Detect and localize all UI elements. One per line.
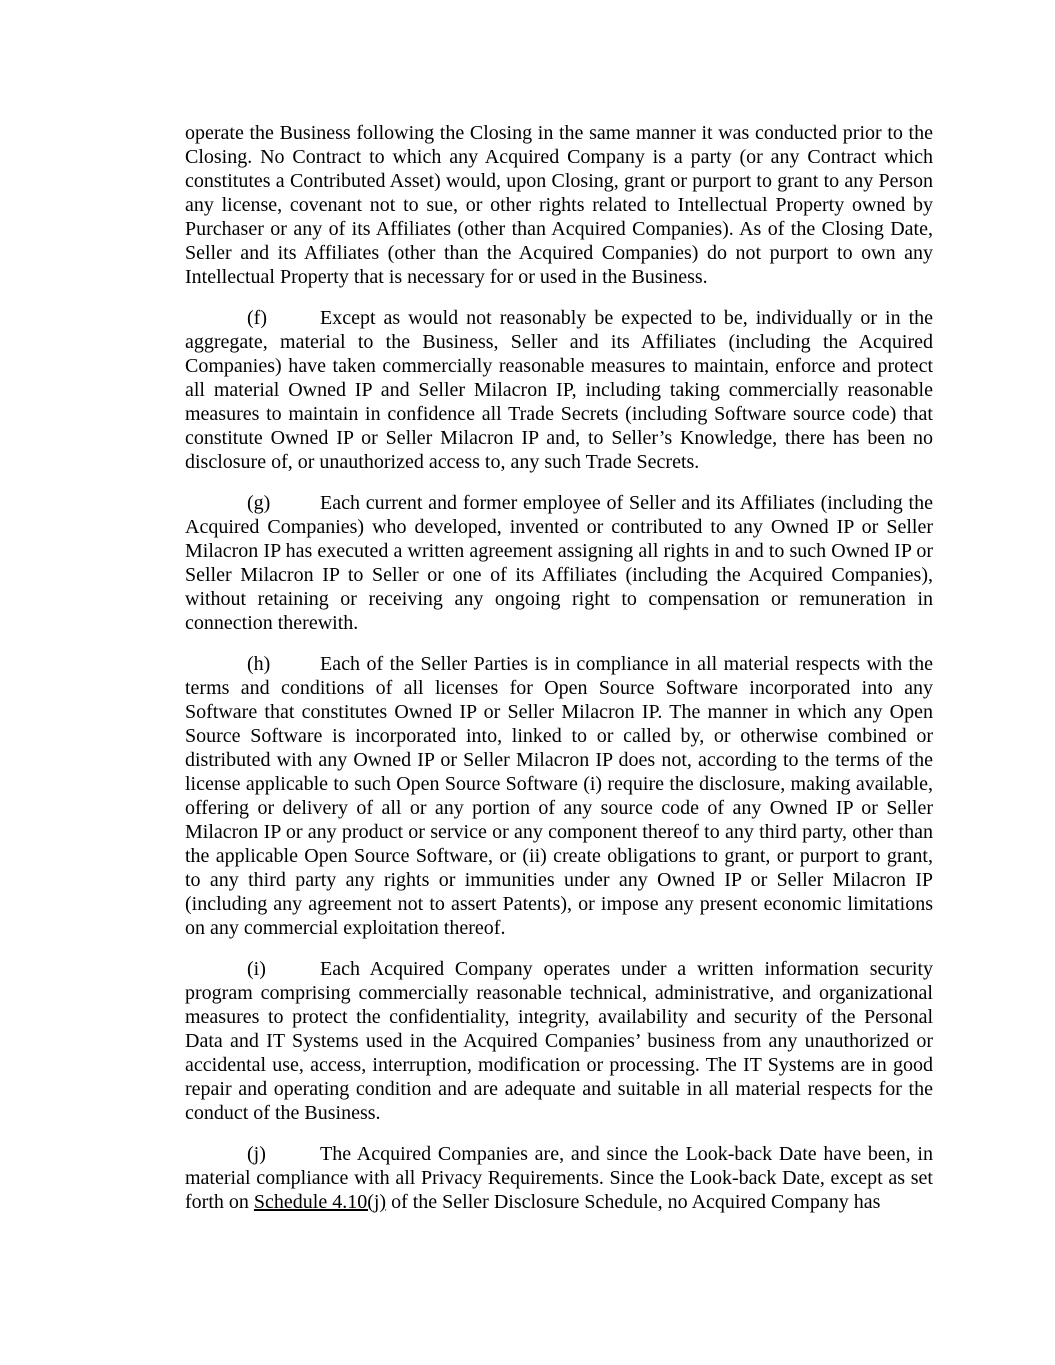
paragraph-j: [185, 1142, 933, 1214]
paragraph-continuation: [185, 121, 933, 289]
paragraph-text: of the Seller Disclosure Schedule, no Acquired Company has: [386, 1191, 881, 1213]
document-body: [185, 121, 933, 1231]
paragraph-label: (h): [247, 653, 271, 675]
schedule-reference: Schedule 4.10(j): [253, 1191, 387, 1213]
paragraph-i: [185, 957, 933, 1125]
paragraph-label: (j): [247, 1143, 266, 1165]
paragraph-h: [185, 652, 933, 940]
paragraph-text: Except as would not reasonably be expected to be, individually or in the aggregate, material to the Business, Seller and its Affiliates (including the Acquired Companies) have taken commercially reasonable measures to maintain, enforce and protect all material Owned IP and Seller Milacron IP, including taking commercially reasonable measures to maintain in confidence all Trade Secrets (including Software source code) that constitute Owned IP or Seller Milacron IP and, to Seller’s Knowledge, there has been no disclosure of, or unauthorized access to, any such Trade Secrets.: [185, 307, 933, 473]
paragraph-text: Each of the Seller Parties is in compliance in all material respects with the terms and conditions of all licenses for Open Source Software incorporated into any Software that constitutes Owned IP or Seller Milacron IP. The manner in which any Open Source Software is incorporated into, linked to or called by, or otherwise combined or distributed with any Owned IP or Seller Milacron IP does not, according to the terms of the license applicable to such Open Source Software (i) require the disclosure, making available, offering or delivery of all or any portion of any source code of any Owned IP or Seller Milacron IP or any product or service or any component thereof to any third party, other than the applicable Open Source Software, or (ii) create obligations to grant, or purport to grant, to any third party any rights or immunities under any Owned IP or Seller Milacron IP (including any agreement not to assert Patents), or impose any present economic limitations on any commercial exploitation thereof.: [185, 653, 933, 939]
paragraph-text: Each Acquired Company operates under a written information security program comprising commercially reasonable technical, administrative, and organizational measures to protect the confidentiality, integrity, availability and security of the Personal Data and IT Systems used in the Acquired Companies’ business from any unauthorized or accidental use, access, interruption, modification or processing. The IT Systems are in good repair and operating condition and are adequate and suitable in all material respects for the conduct of the Business.: [185, 958, 933, 1124]
paragraph-g: [185, 491, 933, 635]
paragraph-label: (f): [247, 307, 267, 329]
paragraph-text: The Acquired Companies are, and since the Look-back Date have been, in material compliance with all Privacy Requirements. Since the Look-back Date, except as set forth on: [185, 1143, 933, 1213]
paragraph-text: Each current and former employee of Seller and its Affiliates (including the Acquired Companies) who developed, invented or contributed to any Owned IP or Seller Milacron IP has executed a written agreement assigning all rights in and to such Owned IP or Seller Milacron IP to Seller or one of its Affiliates (including the Acquired Companies), without retaining or receiving any ongoing right to compensation or remuneration in connection therewith.: [185, 492, 933, 634]
paragraph-f: [185, 306, 933, 474]
paragraph-label: (i): [247, 958, 266, 980]
paragraph-label: (g): [247, 492, 271, 514]
paragraph-text: operate the Business following the Closing in the same manner it was conducted prior to the Closing. No Contract to which any Acquired Company is a party (or any Contract which constitutes a Contributed Asset) would, upon Closing, grant or purport to grant to any Person any license, covenant not to sue, or other rights related to Intellectual Property owned by Purchaser or any of its Affiliates (other than Acquired Companies). As of the Closing Date, Seller and its Affiliates (other than the Acquired Companies) do not purport to own any Intellectual Property that is necessary for or used in the Business.: [185, 122, 933, 288]
